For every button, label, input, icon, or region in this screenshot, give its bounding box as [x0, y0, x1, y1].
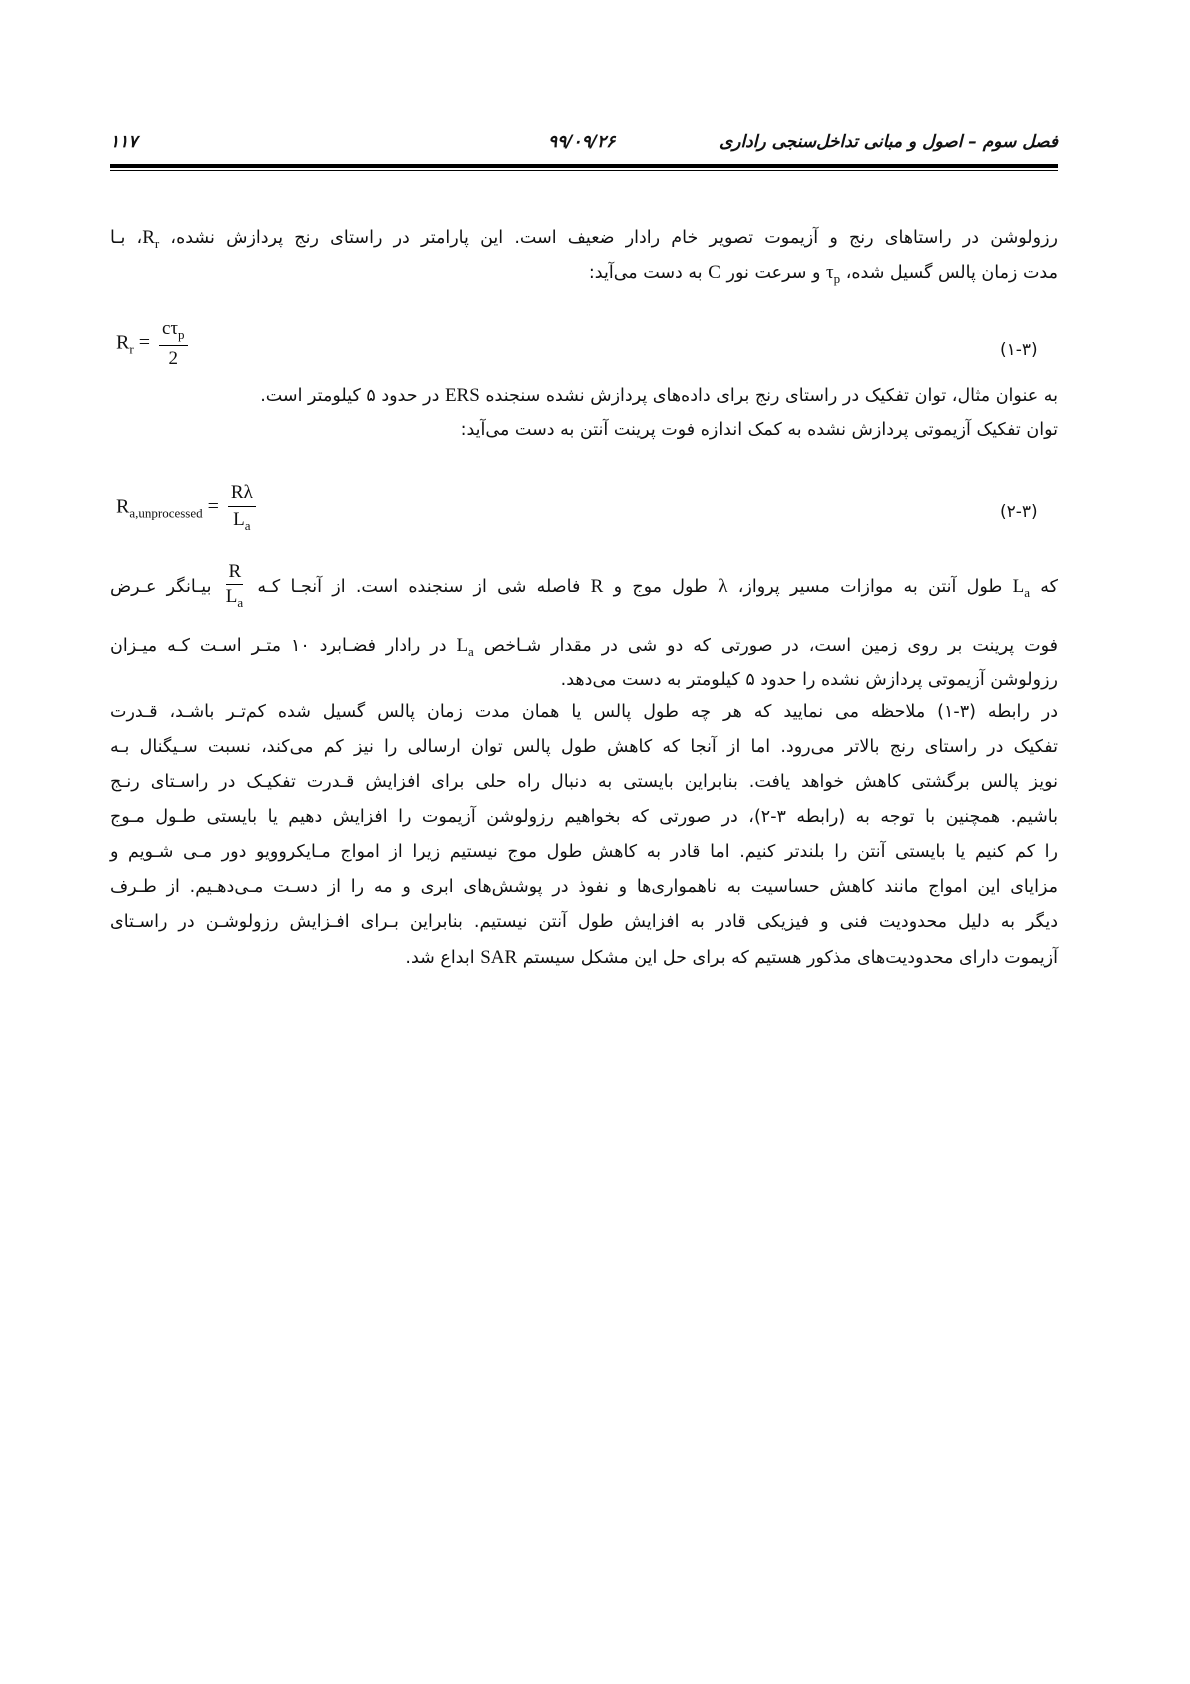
chapter-title: فصل سوم – اصول و مبانی تداخل‌سنجی راداری: [718, 132, 1058, 152]
paragraph-2: [110, 378, 1058, 448]
symbol-tau-p: $\tau_p$: [825, 262, 841, 286]
page-header: [110, 124, 1058, 164]
paragraph-4-line: باشیم. همچنین با توجه به (رابطه ۳-۲)، در صورتی که بخواهیم رزولوشن آزیموت را افزایش دهیم یا بایستی طـول مـوج: [110, 807, 1058, 827]
equation-1: $R_r$ = $\frac{c\tau_p}{2}$: [116, 318, 188, 370]
paragraph-3-line-2: فوت پرینت بر روی زمین است، در صورتی که دو شی در مقدار شـاخص $L_a$ در رادار فضـابرد ۱۰ متـر اسـت کـه میـزان: [110, 635, 1058, 659]
paragraph-4-line: دیگر به دلیل محدودیت فنی و فیزیکی قادر به افزایش طول آنتن نیستیم. بنابراین بـرای افـزایش رزولوشـن در راسـتای: [110, 912, 1058, 932]
header-rule-thin: [110, 170, 1058, 171]
paragraph-4-line: مزایای این امواج مانند کاهش حساسیت به ناهمواری‌ها و نفوذ در پوشش‌های ابری و مه را از دسـت مـی‌دهـیم. از طـرف: [110, 877, 1058, 897]
paragraph-3-line-1: که $L_a$ طول آنتن به موازات مسیر پرواز، λ طول موج و R فاصله شی از سنجنده است. از آنجـا کـه $\frac{R}{L_a}$ بیـانگر عـرض: [110, 556, 1058, 618]
page-number: ۱۱۷: [110, 132, 138, 152]
paragraph-2-line-1: به عنوان مثال، توان تفکیک در راستای رنج برای داده‌های پردازش نشده سنجنده ERS در حدود ۵ کیلومتر است.: [260, 385, 1058, 406]
paragraph-4-line: را کم کنیم یا بایستی آنتن را بلندتر کنیم. اما قادر به کاهش طول موج نیستیم زیرا از امواج مـایکروویو دور مـی شـویم و: [110, 842, 1058, 862]
paragraph-3-line-3: رزولوشن آزیموتی پردازش نشده را حدود ۵ کیلومتر به دست می‌دهد.: [560, 670, 1058, 690]
header-date: ۹۹/۰۹/۲۶: [548, 132, 616, 152]
paragraph-2-line-2: توان تفکیک آزیموتی پردازش نشده به کمک اندازه فوت پرینت آنتن به دست می‌آید:: [460, 420, 1058, 440]
paragraph-1-line-1: رزولوشن در راستاهای رنج و آزیموت تصویر خام رادار ضعیف است. این پارامتر در راستای رنج پردازش نشده، $R_r،$ بـا: [110, 227, 1058, 251]
equation-1-fraction: $\frac{c\tau_p}{2}$: [159, 318, 188, 370]
symbol-R-r: $R_r$: [142, 227, 160, 251]
paragraph-4-line: نویز پالس برگشتی کاهش خواهد یافت. بنابراین بایستی به دنبال راه حلی برای افزایش قـدرت تفکیـک در راسـتای رنـج: [110, 772, 1058, 792]
header-rule-thick: [110, 164, 1058, 168]
symbol-C: C: [708, 262, 721, 283]
equation-2-number: (۲-۳): [1000, 502, 1038, 522]
equation-2-fraction: $\frac{R\lambda}{L_a}$: [228, 482, 256, 534]
inline-fraction-R-over-La: $\frac{R}{L_a}$: [225, 560, 244, 610]
paragraph-1-line-2: مدت زمان پالس گسیل شده، $\tau_p$ و سرعت نور C به دست می‌آید:: [588, 262, 1058, 286]
paragraph-4-line: در رابطه (۳-۱) ملاحظه می نمایید که هر چه طول پالس یا همان مدت زمان پالس گسیل شده کم‌تـر باشـد، قـدرت: [110, 702, 1059, 722]
symbol-ERS: ERS: [444, 385, 480, 406]
paragraph-4-line: تفکیک در راستای رنج بالاتر می‌رود. اما از آنجا که کاهش طول پالس توان ارسالی را نیز کم می‌کند، نسبت سـیگنال بـه: [110, 737, 1058, 757]
equation-2: $R_{a,unprocessed}$ = $\frac{R\lambda}{L_a}$: [116, 482, 256, 534]
paragraph-4: [110, 695, 1058, 975]
equation-1-number: (۱-۳): [1000, 340, 1038, 360]
paragraph-4-line-last: آزیموت دارای محدودیت‌های مذکور هستیم که برای حل این مشکل سیستم SAR ابداع شد.: [405, 947, 1058, 968]
paragraph-1: [110, 220, 1058, 290]
paragraph-3: [110, 556, 1058, 698]
symbol-SAR: SAR: [480, 947, 518, 968]
